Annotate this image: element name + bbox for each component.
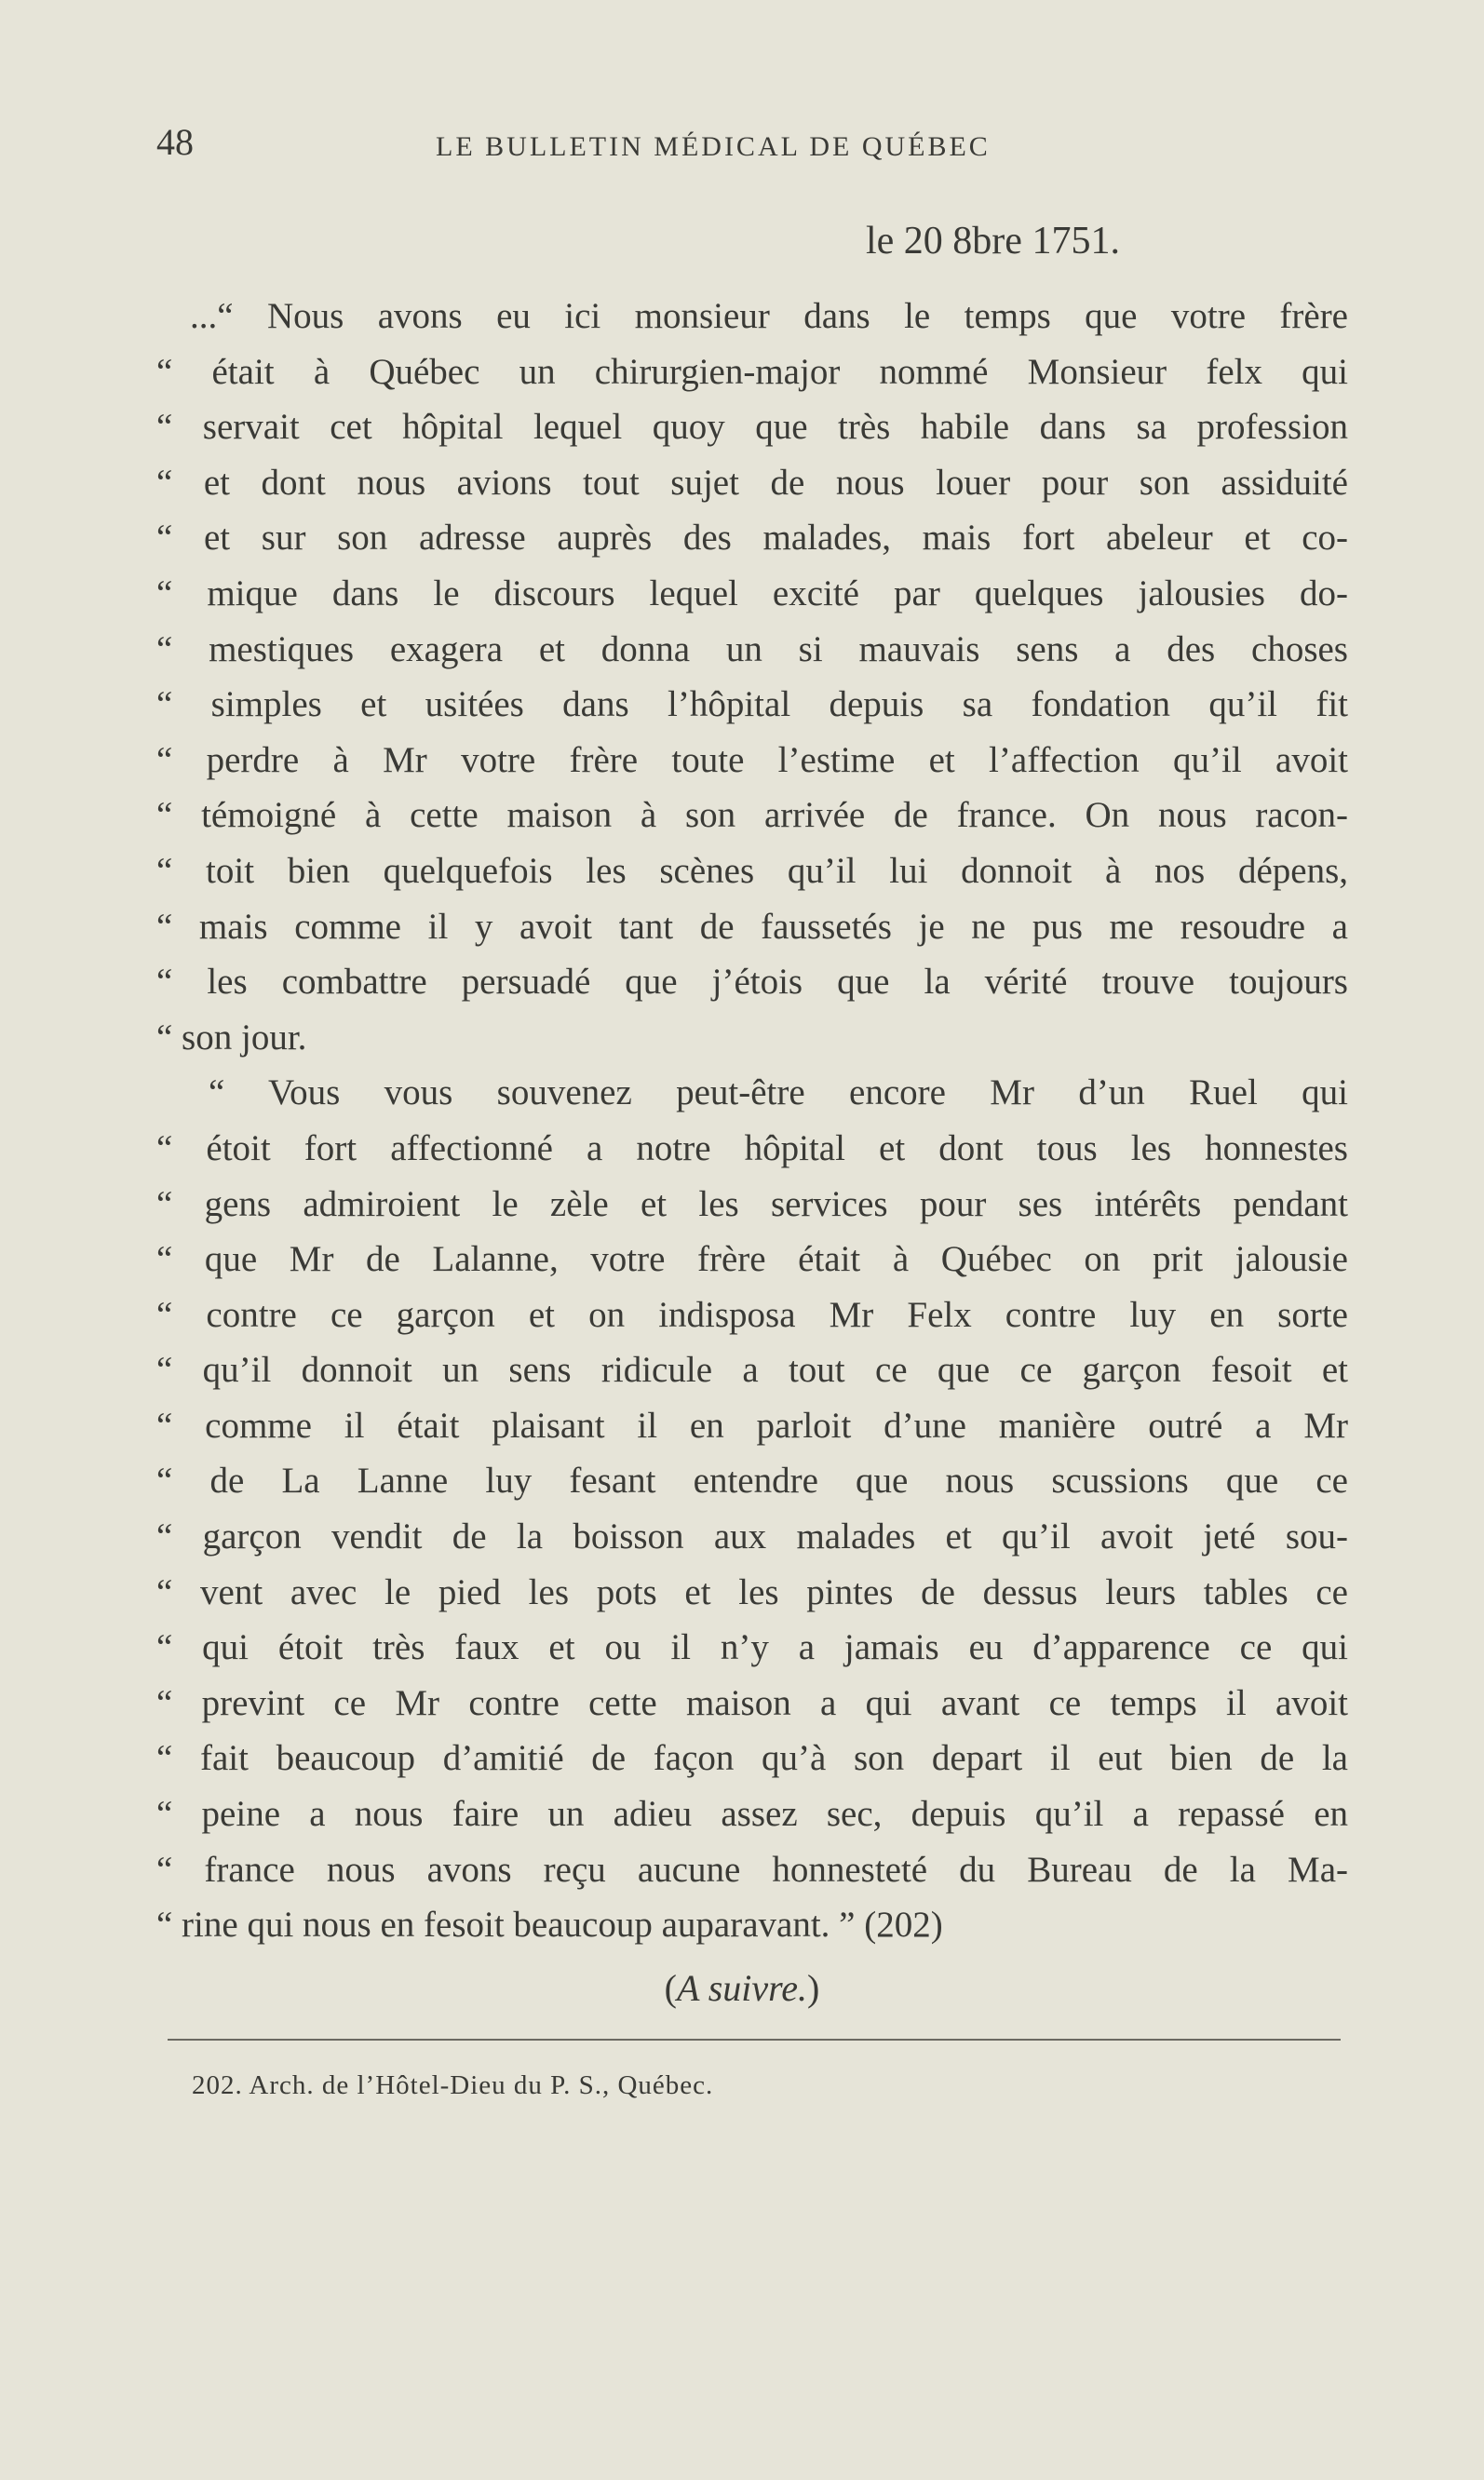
text-line: “ qui étoit très faux et ou il n’y a jamais eu d’apparence ce qui — [156, 1627, 1348, 1668]
continuation-open-paren: ( — [664, 1967, 677, 2009]
continuation-text: A suivre. — [677, 1967, 807, 2009]
text-line: “ comme il était plaisant il en parloit d’une manière outré a Mr — [156, 1405, 1348, 1446]
continuation-note — [0, 1964, 1484, 2013]
text-line: “ france nous avons reçu aucune honnesteté du Bureau de la Ma- — [156, 1849, 1348, 1890]
text-line: “ Vous vous souvenez peut-être encore Mr d’un Ruel qui — [209, 1072, 1348, 1113]
text-line: “ simples et usitées dans l’hôpital depuis sa fondation qu’il fit — [156, 684, 1348, 725]
text-line: “ servait cet hôpital lequel quoy que très habile dans sa profession — [156, 407, 1348, 448]
footnote-divider — [168, 2039, 1341, 2041]
text-line: “ vent avec le pied les pots et les pintes de dessus leurs tables ce — [156, 1571, 1348, 1612]
text-line: “ peine a nous faire un adieu assez sec, depuis qu’il a repassé en — [156, 1794, 1348, 1835]
text-line: “ étoit fort affectionné a notre hôpital et dont tous les honnestes — [156, 1127, 1348, 1168]
text-line: “ toit bien quelquefois les scènes qu’il lui donnoit à nos dépens, — [156, 850, 1348, 891]
letter-body — [156, 289, 1348, 1953]
text-line: “ mestiques exagera et donna un si mauvais sens a des choses — [156, 628, 1348, 669]
continuation-close-paren: ) — [806, 1967, 820, 2009]
running-title: LE BULLETIN MÉDICAL DE QUÉBEC — [436, 131, 991, 162]
text-line: “ les combattre persuadé que j’étois que la vérité trouve toujours — [156, 962, 1348, 1003]
text-line: “ qu’il donnoit un sens ridicule a tout ce que ce garçon fesoit et — [156, 1350, 1348, 1391]
text-line: “ prevint ce Mr contre cette maison a qui avant ce temps il avoit — [156, 1682, 1348, 1723]
text-line: “ témoigné à cette maison à son arrivée de france. On nous racon- — [156, 795, 1348, 836]
text-line: “ contre ce garçon et on indisposa Mr Felx contre luy en sorte — [156, 1294, 1348, 1335]
text-line: ...“ Nous avons eu ici monsieur dans le temps que votre frère — [190, 296, 1348, 336]
text-line: “ et dont nous avions tout sujet de nous louer pour son assiduité — [156, 462, 1348, 503]
text-line: “ et sur son adresse auprès des malades, mais fort abeleur et co- — [156, 518, 1348, 559]
text-line: “ son jour. — [156, 1017, 307, 1058]
text-line: “ fait beaucoup d’amitié de façon qu’à son depart il eut bien de la — [156, 1738, 1348, 1779]
text-line: “ de La Lanne luy fesant entendre que nous scussions que ce — [156, 1461, 1348, 1502]
page-number: 48 — [156, 121, 194, 163]
text-line: “ mique dans le discours lequel excité par quelques jalousies do- — [156, 573, 1348, 613]
letter-dateline: le 20 8bre 1751. — [866, 220, 1120, 263]
text-line: “ que Mr de Lalanne, votre frère était à Québec on prit jalousie — [156, 1239, 1348, 1280]
text-line: “ gens admiroient le zèle et les services pour ses intérêts pendant — [156, 1183, 1348, 1224]
text-line: “ perdre à Mr votre frère toute l’estime et l’affection qu’il avoit — [156, 739, 1348, 780]
text-line: “ était à Québec un chirurgien-major nommé Monsieur felx qui — [156, 351, 1348, 392]
page-header — [156, 119, 1348, 175]
text-line: “ garçon vendit de la boisson aux malades et qu’il avoit jeté sou- — [156, 1516, 1348, 1557]
text-line: “ mais comme il y avoit tant de faussetés je ne pus me resoudre a — [156, 906, 1348, 947]
footnote: 202. Arch. de l’Hôtel-Dieu du P. S., Québec. — [192, 2070, 714, 2100]
text-line: “ rine qui nous en fesoit beaucoup auparavant. ” (202) — [156, 1905, 943, 1946]
